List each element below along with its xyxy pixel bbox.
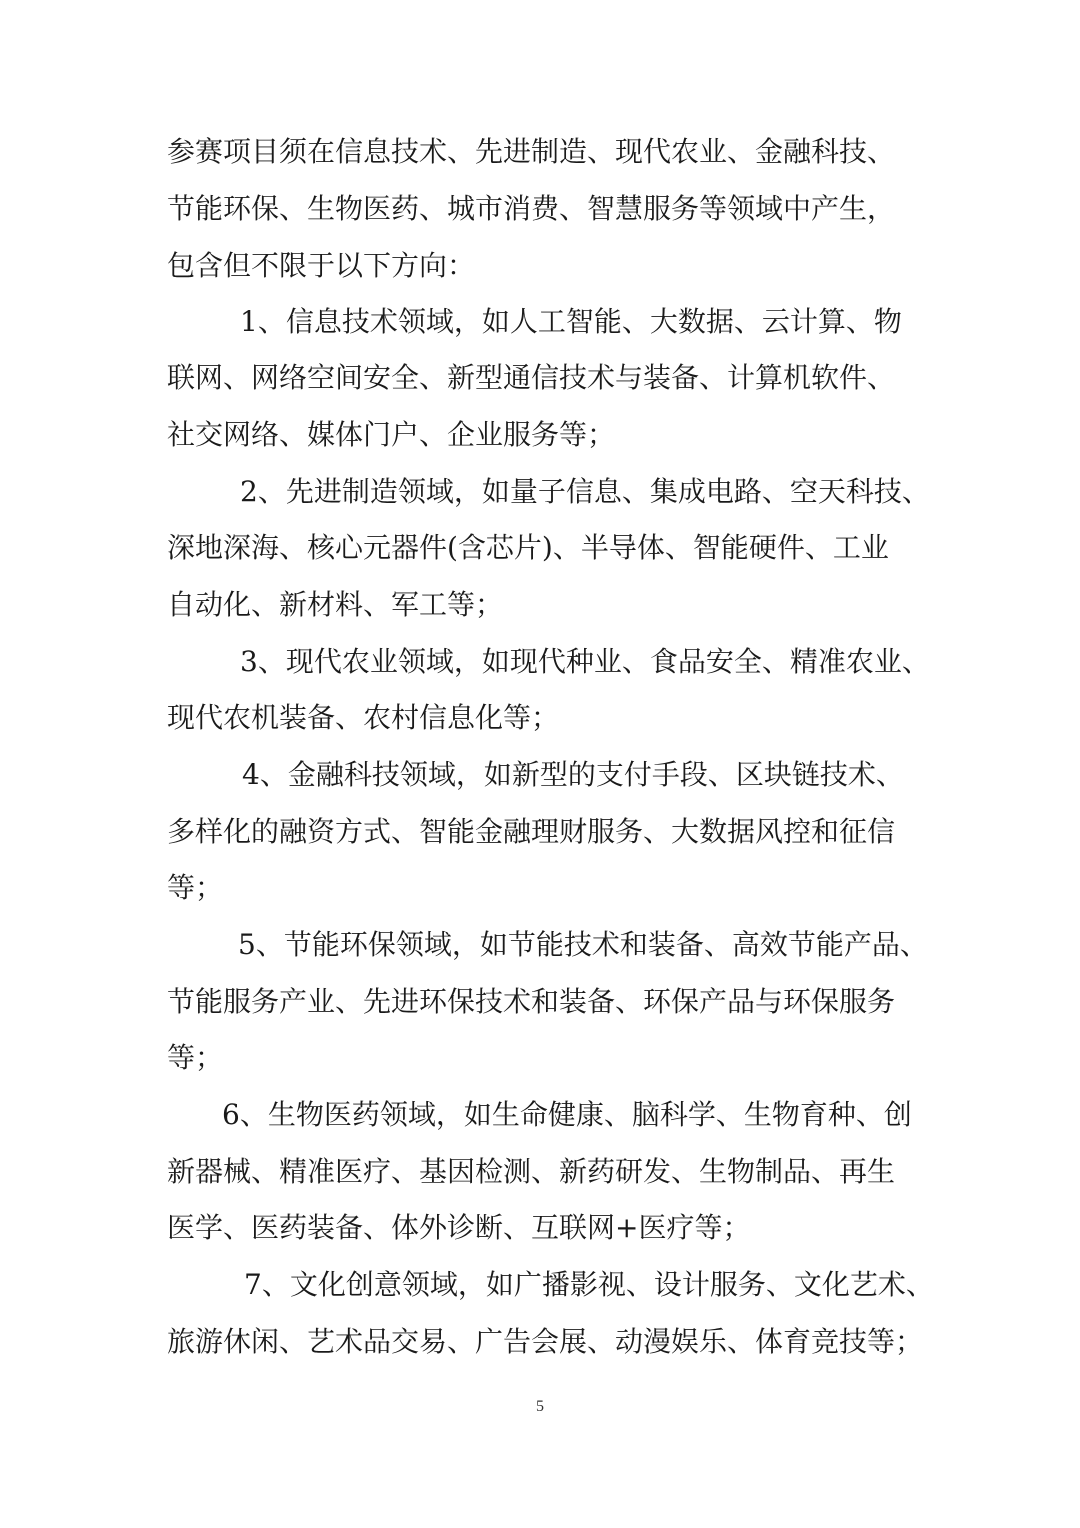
list-item-6-line: 6、生物医药领域，如生命健康、脑科学、生物育种、创 [222, 1098, 912, 1131]
list-item-1-line: 1、信息技术领域，如人工智能、大数据、云计算、物 [240, 305, 902, 338]
text-line: 节能环保、生物医药、城市消费、智慧服务等领域中产生， [167, 192, 896, 225]
list-item-7-line: 7、文化创意领域，如广播影视、设计服务、文化艺术、 [244, 1268, 934, 1301]
text-line: 旅游休闲、艺术品交易、广告会展、动漫娱乐、体育竞技等； [167, 1325, 924, 1358]
list-item-4-line: 4、金融科技领域，如新型的支付手段、区块链技术、 [242, 758, 904, 791]
text-line: 自动化、新材料、军工等； [167, 588, 504, 621]
text-line: 社交网络、媒体门户、企业服务等； [167, 418, 616, 451]
text-line: 新器械、精准医疗、基因检测、新药研发、生物制品、再生 [167, 1155, 896, 1188]
list-item-5-line: 5、节能环保领域，如节能技术和装备、高效节能产品、 [238, 928, 928, 961]
text-line: 包含但不限于以下方向： [167, 249, 476, 282]
text-line: 医学、医药装备、体外诊断、互联网+医疗等； [167, 1211, 751, 1244]
text-line: 等； [167, 1041, 224, 1074]
list-item-3-line: 3、现代农业领域，如现代种业、食品安全、精准农业、 [240, 645, 930, 678]
text-line: 多样化的融资方式、智能金融理财服务、大数据风控和征信 [167, 815, 896, 848]
text-line: 节能服务产业、先进环保技术和装备、环保产品与环保服务 [167, 985, 896, 1018]
text-line: 等； [167, 871, 224, 904]
page-number: 5 [536, 1398, 544, 1415]
text-line: 现代农机装备、农村信息化等； [167, 701, 560, 734]
text-line: 参赛项目须在信息技术、先进制造、现代农业、金融科技、 [167, 135, 896, 168]
text-line: 联网、网络空间安全、新型通信技术与装备、计算机软件、 [167, 361, 896, 394]
text-line: 深地深海、核心元器件(含芯片)、半导体、智能硬件、工业 [167, 531, 889, 564]
list-item-2-line: 2、先进制造领域，如量子信息、集成电路、空天科技、 [240, 475, 930, 508]
